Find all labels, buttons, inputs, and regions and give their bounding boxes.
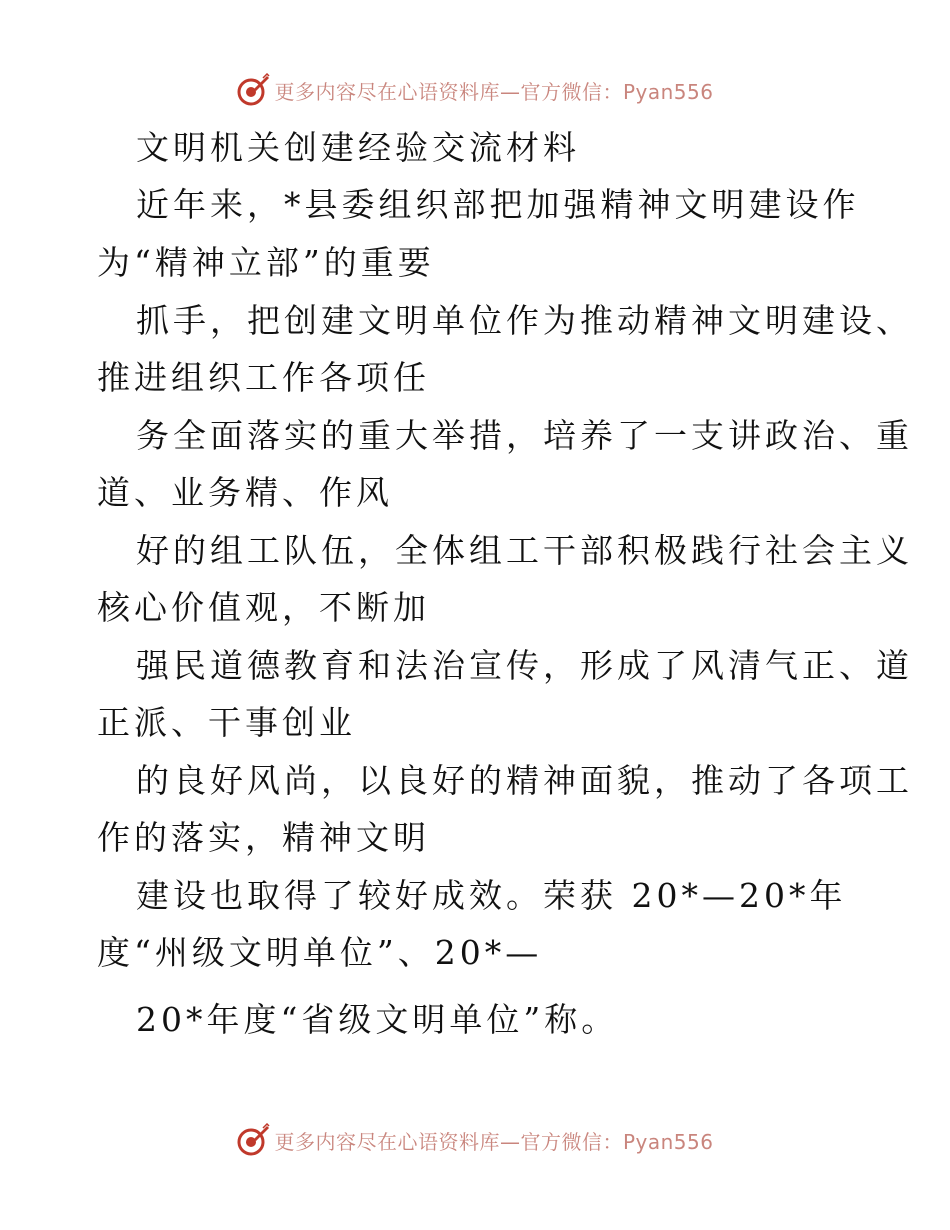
paragraph-line: 核心价值观，不断加 [97,588,430,627]
footer-banner-text: 更多内容尽在心语资料库—官方微信：Pyan556 [274,1129,714,1154]
paragraph-line: 建设也取得了较好成效。荣获 20*—20*年 [136,876,847,915]
paragraph-line: 的良好风尚，以良好的精神面貌，推动了各项工 [136,761,913,800]
paragraph-line: 20*年度“省级文明单位”称。 [136,1000,619,1039]
header-banner [0,70,950,110]
paragraph-line: 好的组工队伍，全体组工干部积极践行社会主义 [136,531,913,570]
paragraph-line: 近年来，*县委组织部把加强精神文明建设作 [136,185,860,224]
paragraph-line: 强民道德教育和法治宣传，形成了风清气正、道 [136,646,913,685]
paragraph-line: 道、业务精、作风 [97,473,393,512]
paragraph-line: 为“精神立部”的重要 [97,243,435,282]
paragraph-line: 作的落实，精神文明 [97,818,430,857]
paragraph-line: 务全面落实的重大举措，培养了一支讲政治、重 [136,416,913,455]
paragraph-line: 推进组织工作各项任 [97,358,430,397]
header-banner-text: 更多内容尽在心语资料库—官方微信：Pyan556 [274,79,714,104]
footer-banner [0,1120,950,1160]
quill-logo-icon [236,1123,270,1157]
paragraph-line: 抓手，把创建文明单位作为推动精神文明建设、 [136,301,913,340]
paragraph-line: 度“州级文明单位”、20*— [97,933,543,972]
paragraph-line: 正派、干事创业 [97,703,356,742]
document-title: 文明机关创建经验交流材料 [136,128,580,167]
quill-logo-icon [236,73,270,107]
